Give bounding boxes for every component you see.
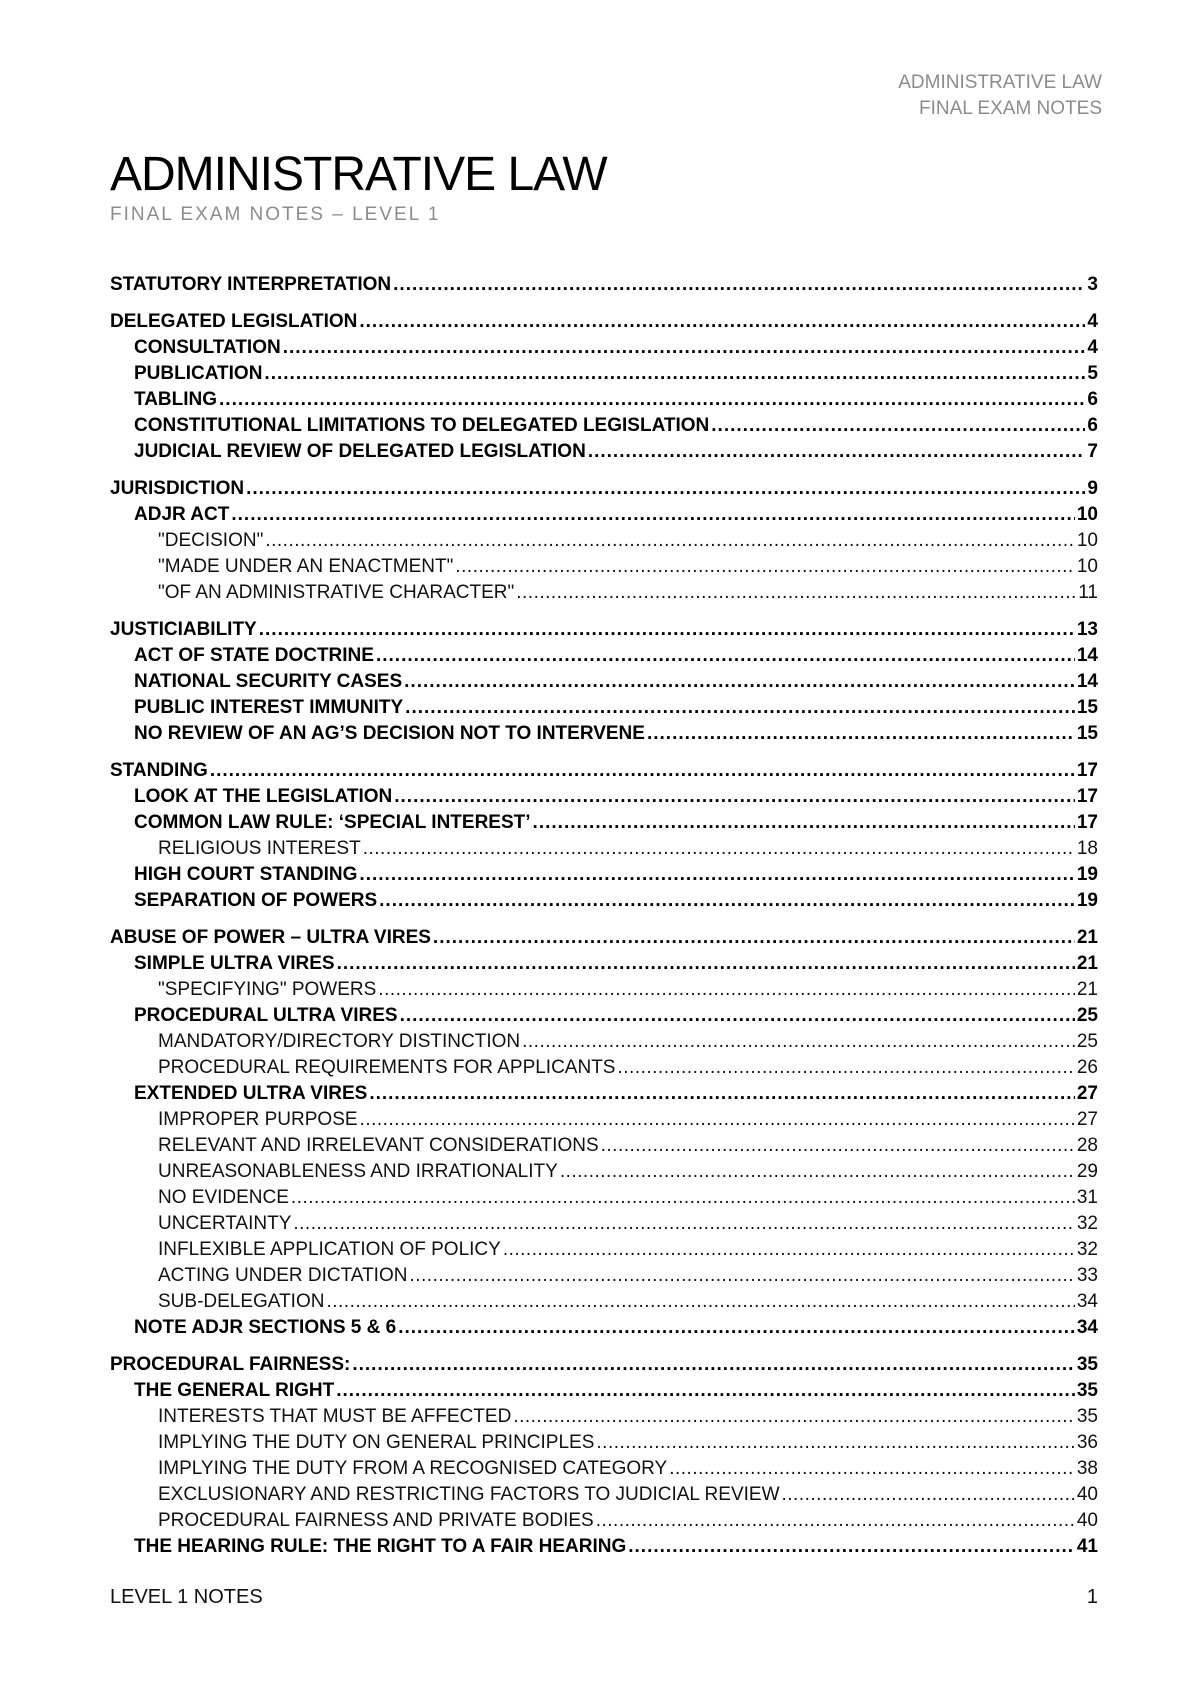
running-header bbox=[898, 70, 1102, 122]
toc-leader-dots bbox=[360, 1107, 1075, 1133]
toc-leader-dots bbox=[588, 439, 1086, 465]
toc-entry[interactable] bbox=[110, 1378, 1098, 1404]
toc-entry-label: NO REVIEW OF AN AG’S DECISION NOT TO INTERVENE bbox=[134, 723, 645, 744]
toc-entry-label: PUBLIC INTEREST IMMUNITY bbox=[134, 697, 404, 718]
toc-entry-label: PROCEDURAL FAIRNESS AND PRIVATE BODIES bbox=[158, 1510, 594, 1531]
toc-leader-dots bbox=[337, 951, 1075, 977]
toc-entry[interactable] bbox=[110, 1081, 1098, 1107]
toc-entry[interactable] bbox=[110, 1352, 1098, 1378]
document-subtitle: FINAL EXAM NOTES – LEVEL 1 bbox=[110, 204, 441, 225]
toc-entry-page: 28 bbox=[1076, 1135, 1098, 1156]
toc-entry-page: 32 bbox=[1076, 1213, 1098, 1234]
toc-entry-page: 19 bbox=[1076, 890, 1098, 911]
toc-entry[interactable] bbox=[110, 554, 1098, 580]
toc-entry-label: PROCEDURAL ULTRA VIRES bbox=[134, 1005, 398, 1026]
toc-entry[interactable] bbox=[110, 1508, 1098, 1534]
toc-leader-dots bbox=[264, 361, 1085, 387]
toc-entry-label: CONSULTATION bbox=[134, 337, 281, 358]
toc-entry[interactable] bbox=[110, 476, 1098, 502]
toc-entry-page: 21 bbox=[1076, 979, 1098, 1000]
toc-leader-dots bbox=[259, 617, 1075, 643]
toc-entry[interactable] bbox=[110, 888, 1098, 914]
toc-leader-dots bbox=[246, 476, 1085, 502]
toc-entry-label: EXTENDED ULTRA VIRES bbox=[134, 1083, 368, 1104]
toc-entry-page: 26 bbox=[1076, 1057, 1098, 1078]
toc-entry-label: COMMON LAW RULE: ‘SPECIAL INTEREST’ bbox=[134, 812, 531, 833]
toc-entry-label: INTERESTS THAT MUST BE AFFECTED bbox=[158, 1406, 512, 1427]
toc-leader-dots bbox=[669, 1456, 1075, 1482]
toc-leader-dots bbox=[231, 502, 1075, 528]
toc-entry-page: 11 bbox=[1078, 582, 1098, 603]
toc-entry[interactable] bbox=[110, 1430, 1098, 1456]
toc-entry-page: 4 bbox=[1087, 311, 1098, 332]
toc-leader-dots bbox=[359, 309, 1085, 335]
toc-entry-label: "OF AN ADMINISTRATIVE CHARACTER" bbox=[158, 582, 515, 603]
toc-leader-dots bbox=[409, 1263, 1074, 1289]
toc-entry[interactable] bbox=[110, 836, 1098, 862]
toc-entry-page: 7 bbox=[1087, 441, 1098, 462]
toc-entry[interactable] bbox=[110, 1211, 1098, 1237]
toc-entry-label: TABLING bbox=[134, 389, 218, 410]
toc-entry-label: NO EVIDENCE bbox=[158, 1187, 289, 1208]
toc-entry-label: JUDICIAL REVIEW OF DELEGATED LEGISLATION bbox=[134, 441, 586, 462]
toc-entry[interactable] bbox=[110, 1107, 1098, 1133]
toc-entry-page: 10 bbox=[1076, 530, 1098, 551]
toc-leader-dots bbox=[393, 272, 1085, 298]
toc-entry[interactable] bbox=[110, 1263, 1098, 1289]
toc-entry-label: STATUTORY INTERPRETATION bbox=[110, 274, 392, 295]
toc-leader-dots bbox=[363, 836, 1075, 862]
toc-entry-label: SEPARATION OF POWERS bbox=[134, 890, 378, 911]
toc-entry-label: UNREASONABLENESS AND IRRATIONALITY bbox=[158, 1161, 558, 1182]
toc-entry[interactable] bbox=[110, 1055, 1098, 1081]
toc-entry[interactable] bbox=[110, 1003, 1098, 1029]
toc-entry[interactable] bbox=[110, 272, 1098, 298]
footer-page-number: 1 bbox=[1086, 1586, 1098, 1608]
toc-entry-label: CONSTITUTIONAL LIMITATIONS TO DELEGATED LEGISLATION bbox=[134, 415, 710, 436]
toc-entry[interactable] bbox=[110, 925, 1098, 951]
toc-entry-label: NATIONAL SECURITY CASES bbox=[134, 671, 403, 692]
toc-entry-page: 9 bbox=[1087, 478, 1098, 499]
toc-entry-page: 17 bbox=[1076, 786, 1098, 807]
toc-leader-dots bbox=[647, 721, 1075, 747]
toc-entry[interactable] bbox=[110, 1456, 1098, 1482]
toc-entry-page: 13 bbox=[1076, 619, 1098, 640]
toc-entry[interactable] bbox=[110, 1404, 1098, 1430]
toc-leader-dots bbox=[405, 695, 1075, 721]
toc-entry[interactable] bbox=[110, 1133, 1098, 1159]
toc-entry-page: 10 bbox=[1076, 556, 1098, 577]
toc-leader-dots bbox=[283, 335, 1086, 361]
toc-entry-label: IMPROPER PURPOSE bbox=[158, 1109, 358, 1130]
toc-entry-page: 10 bbox=[1076, 504, 1098, 525]
toc-entry-label: HIGH COURT STANDING bbox=[134, 864, 358, 885]
toc-entry[interactable] bbox=[110, 695, 1098, 721]
toc-entry-label: "DECISION" bbox=[158, 530, 264, 551]
footer-label: LEVEL 1 NOTES bbox=[110, 1586, 263, 1608]
toc-entry-page: 32 bbox=[1076, 1239, 1098, 1260]
toc-entry[interactable] bbox=[110, 580, 1098, 606]
toc-entry-label: THE GENERAL RIGHT bbox=[134, 1380, 335, 1401]
toc-entry-label: ACTING UNDER DICTATION bbox=[158, 1265, 408, 1286]
toc-entry-page: 15 bbox=[1076, 723, 1098, 744]
toc-entry-page: 17 bbox=[1076, 760, 1098, 781]
toc-entry-page: 35 bbox=[1076, 1354, 1098, 1375]
toc-entry[interactable] bbox=[110, 862, 1098, 888]
toc-entry-label: RELEVANT AND IRRELEVANT CONSIDERATIONS bbox=[158, 1135, 599, 1156]
toc-leader-dots bbox=[711, 413, 1085, 439]
toc-leader-dots bbox=[265, 528, 1075, 554]
toc-entry-page: 14 bbox=[1076, 671, 1098, 692]
toc-entry[interactable] bbox=[110, 1159, 1098, 1185]
toc-entry[interactable] bbox=[110, 528, 1098, 554]
toc-entry-page: 34 bbox=[1076, 1317, 1098, 1338]
toc-entry-page: 27 bbox=[1076, 1109, 1098, 1130]
toc-entry[interactable] bbox=[110, 721, 1098, 747]
toc-entry[interactable] bbox=[110, 361, 1098, 387]
toc-entry-label: ADJR ACT bbox=[134, 504, 230, 525]
toc-entry-label: ABUSE OF POWER – ULTRA VIRES bbox=[110, 927, 431, 948]
toc-entry-label: ACT OF STATE DOCTRINE bbox=[134, 645, 374, 666]
toc-leader-dots bbox=[404, 669, 1075, 695]
toc-leader-dots bbox=[219, 387, 1085, 413]
toc-entry-label: STANDING bbox=[110, 760, 208, 781]
toc-leader-dots bbox=[628, 1534, 1075, 1560]
toc-leader-dots bbox=[560, 1159, 1075, 1185]
toc-leader-dots bbox=[210, 758, 1075, 784]
toc-entry-page: 25 bbox=[1076, 1005, 1098, 1026]
toc-entry[interactable] bbox=[110, 617, 1098, 643]
toc-leader-dots bbox=[455, 554, 1075, 580]
toc-entry-label: SUB-DELEGATION bbox=[158, 1291, 325, 1312]
toc-entry-page: 21 bbox=[1076, 927, 1098, 948]
toc-entry-page: 40 bbox=[1076, 1510, 1098, 1531]
toc-entry-page: 36 bbox=[1076, 1432, 1098, 1453]
toc-entry-label: PUBLICATION bbox=[134, 363, 263, 384]
toc-entry[interactable] bbox=[110, 1185, 1098, 1211]
toc-entry-page: 40 bbox=[1076, 1484, 1098, 1505]
toc-leader-dots bbox=[601, 1133, 1075, 1159]
toc-leader-dots bbox=[513, 1404, 1075, 1430]
toc-leader-dots bbox=[359, 862, 1074, 888]
toc-entry-page: 6 bbox=[1087, 415, 1098, 436]
toc-entry-page: 31 bbox=[1076, 1187, 1098, 1208]
toc-entry-label: MANDATORY/DIRECTORY DISTINCTION bbox=[158, 1031, 521, 1052]
toc-entry-page: 21 bbox=[1076, 953, 1098, 974]
document-title: ADMINISTRATIVE LAW bbox=[110, 148, 607, 201]
toc-entry-label: "MADE UNDER AN ENACTMENT" bbox=[158, 556, 454, 577]
toc-entry-page: 17 bbox=[1076, 812, 1098, 833]
toc-entry-label: PROCEDURAL REQUIREMENTS FOR APPLICANTS bbox=[158, 1057, 616, 1078]
toc-entry[interactable] bbox=[110, 439, 1098, 465]
toc-entry-label: "SPECIFYING" POWERS bbox=[158, 979, 377, 1000]
toc-entry-label: LOOK AT THE LEGISLATION bbox=[134, 786, 393, 807]
toc-entry-label: SIMPLE ULTRA VIRES bbox=[134, 953, 335, 974]
toc-leader-dots bbox=[291, 1185, 1075, 1211]
toc-leader-dots bbox=[376, 643, 1075, 669]
toc-entry[interactable] bbox=[110, 335, 1098, 361]
toc-leader-dots bbox=[326, 1289, 1074, 1315]
toc-leader-dots bbox=[369, 1081, 1075, 1107]
toc-entry-page: 38 bbox=[1076, 1458, 1098, 1479]
toc-entry[interactable] bbox=[110, 1237, 1098, 1263]
toc-entry-page: 5 bbox=[1087, 363, 1098, 384]
toc-entry-page: 18 bbox=[1076, 838, 1098, 859]
toc-leader-dots bbox=[596, 1430, 1074, 1456]
toc-leader-dots bbox=[400, 1003, 1075, 1029]
toc-leader-dots bbox=[378, 977, 1075, 1003]
running-header-line1: ADMINISTRATIVE LAW bbox=[898, 72, 1102, 93]
toc-entry[interactable] bbox=[110, 951, 1098, 977]
toc-leader-dots bbox=[782, 1482, 1075, 1508]
toc-entry-page: 25 bbox=[1076, 1031, 1098, 1052]
toc-entry-page: 3 bbox=[1087, 274, 1098, 295]
toc-entry[interactable] bbox=[110, 758, 1098, 784]
toc-entry-page: 35 bbox=[1076, 1380, 1098, 1401]
toc-entry[interactable] bbox=[110, 1315, 1098, 1341]
toc-leader-dots bbox=[293, 1211, 1074, 1237]
toc-entry-label: IMPLYING THE DUTY FROM A RECOGNISED CATEGORY bbox=[158, 1458, 668, 1479]
toc-entry-page: 34 bbox=[1076, 1291, 1098, 1312]
toc-entry-label: JURISDICTION bbox=[110, 478, 245, 499]
toc-entry-label: RELIGIOUS INTEREST bbox=[158, 838, 361, 859]
toc-entry-label: PROCEDURAL FAIRNESS: bbox=[110, 1354, 351, 1375]
toc-entry-page: 14 bbox=[1076, 645, 1098, 666]
toc-leader-dots bbox=[617, 1055, 1074, 1081]
toc-entry-page: 4 bbox=[1087, 337, 1098, 358]
toc-entry[interactable] bbox=[110, 1534, 1098, 1560]
toc-entry[interactable] bbox=[110, 413, 1098, 439]
toc-entry-label: NOTE ADJR SECTIONS 5 & 6 bbox=[134, 1317, 397, 1338]
toc-entry-label: JUSTICIABILITY bbox=[110, 619, 257, 640]
toc-leader-dots bbox=[398, 1315, 1075, 1341]
toc-leader-dots bbox=[433, 925, 1075, 951]
table-of-contents bbox=[110, 272, 1098, 1560]
toc-entry-page: 27 bbox=[1076, 1083, 1098, 1104]
toc-entry[interactable] bbox=[110, 643, 1098, 669]
toc-entry-label: THE HEARING RULE: THE RIGHT TO A FAIR HEARING bbox=[134, 1536, 627, 1557]
toc-leader-dots bbox=[533, 810, 1075, 836]
toc-leader-dots bbox=[379, 888, 1075, 914]
toc-entry-page: 29 bbox=[1076, 1161, 1098, 1182]
toc-entry-page: 41 bbox=[1076, 1536, 1098, 1557]
toc-entry[interactable] bbox=[110, 1029, 1098, 1055]
toc-leader-dots bbox=[522, 1029, 1075, 1055]
toc-entry-page: 19 bbox=[1076, 864, 1098, 885]
toc-entry-label: DELEGATED LEGISLATION bbox=[110, 311, 358, 332]
toc-leader-dots bbox=[352, 1352, 1075, 1378]
toc-leader-dots bbox=[336, 1378, 1075, 1404]
toc-entry[interactable] bbox=[110, 387, 1098, 413]
toc-entry-page: 35 bbox=[1076, 1406, 1098, 1427]
toc-leader-dots bbox=[503, 1237, 1075, 1263]
toc-entry[interactable] bbox=[110, 1482, 1098, 1508]
toc-entry-label: EXCLUSIONARY AND RESTRICTING FACTORS TO JUDICIAL REVIEW bbox=[158, 1484, 780, 1505]
toc-entry[interactable] bbox=[110, 784, 1098, 810]
toc-entry-page: 15 bbox=[1076, 697, 1098, 718]
toc-leader-dots bbox=[394, 784, 1075, 810]
toc-entry[interactable] bbox=[110, 977, 1098, 1003]
toc-leader-dots bbox=[516, 580, 1076, 606]
toc-entry[interactable] bbox=[110, 1289, 1098, 1315]
toc-entry-page: 6 bbox=[1087, 389, 1098, 410]
toc-entry-label: IMPLYING THE DUTY ON GENERAL PRINCIPLES bbox=[158, 1432, 595, 1453]
toc-leader-dots bbox=[596, 1508, 1075, 1534]
toc-entry[interactable] bbox=[110, 309, 1098, 335]
toc-entry[interactable] bbox=[110, 502, 1098, 528]
toc-entry-page: 33 bbox=[1076, 1265, 1098, 1286]
toc-entry[interactable] bbox=[110, 669, 1098, 695]
running-header-line2: FINAL EXAM NOTES bbox=[919, 98, 1102, 119]
toc-entry-label: UNCERTAINTY bbox=[158, 1213, 292, 1234]
toc-entry-label: INFLEXIBLE APPLICATION OF POLICY bbox=[158, 1239, 501, 1260]
toc-entry[interactable] bbox=[110, 810, 1098, 836]
